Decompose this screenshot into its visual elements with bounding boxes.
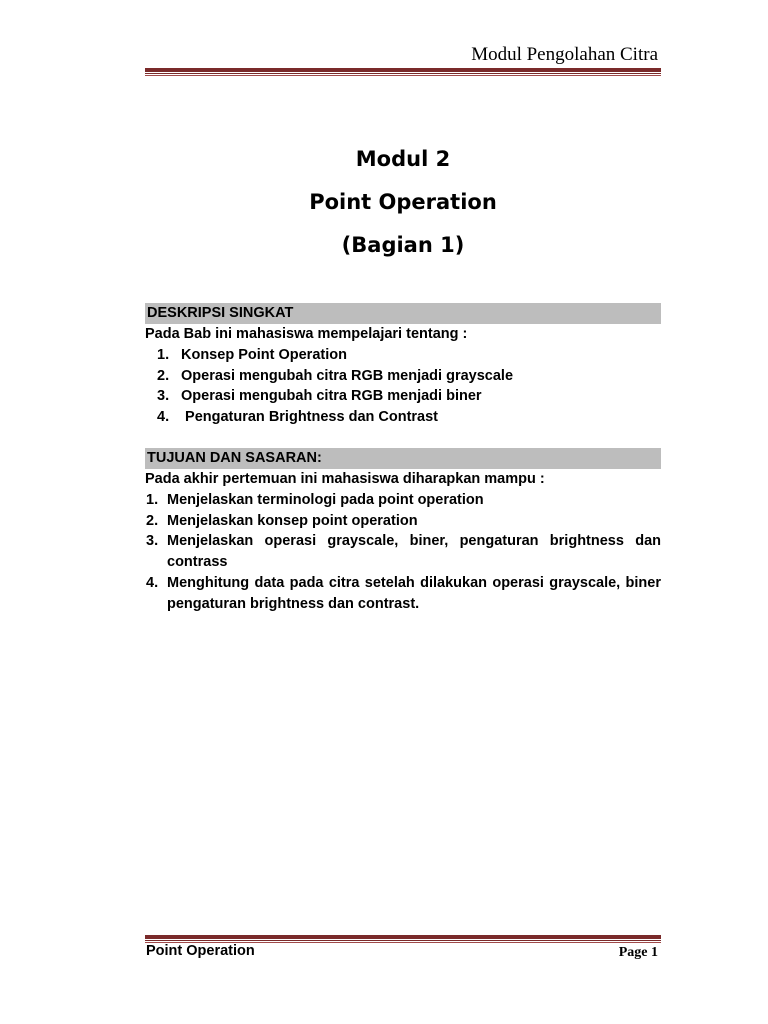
title-block: [145, 138, 661, 267]
list-item: 4. Pengaturan Brightness dan Contrast: [157, 409, 439, 426]
list-item: 1. Menjelaskan terminologi pada point operation: [146, 491, 484, 508]
list-item: 1. Konsep Point Operation: [157, 346, 347, 363]
footer-rule: [145, 935, 661, 943]
footer-section-title: Point Operation: [146, 943, 255, 959]
module-number: Modul 2: [355, 147, 451, 171]
list-item: 3. Operasi mengubah citra RGB menjadi biner: [157, 388, 482, 405]
list-item: 2. Operasi mengubah citra RGB menjadi grayscale: [157, 367, 514, 384]
list-item: 3. Menjelaskan operasi grayscale, biner, pengaturan brightness dan contrass: [146, 533, 661, 571]
tujuan-list: [145, 490, 661, 615]
tujuan-section: [145, 448, 661, 615]
tujuan-heading: TUJUAN DAN SASARAN:: [145, 448, 661, 469]
deskripsi-section: [145, 303, 661, 428]
tujuan-intro: Pada akhir pertemuan ini mahasiswa diharapkan mampu :: [145, 471, 545, 487]
page-number: Page 1: [618, 945, 658, 960]
module-part: (Bagian 1): [341, 233, 465, 257]
header-title: Modul Pengolahan Citra: [471, 44, 658, 65]
deskripsi-list: [145, 345, 661, 428]
list-item: 2. Menjelaskan konsep point operation: [146, 512, 418, 529]
deskripsi-intro: Pada Bab ini mahasiswa mempelajari tentang :: [145, 326, 468, 342]
module-title: Point Operation: [309, 190, 497, 214]
list-item: 4. Menghitung data pada citra setelah dilakukan operasi grayscale, biner pengaturan brightness dan contrast.: [146, 574, 661, 612]
deskripsi-heading: DESKRIPSI SINGKAT: [145, 303, 661, 324]
header-rule: [145, 68, 661, 76]
